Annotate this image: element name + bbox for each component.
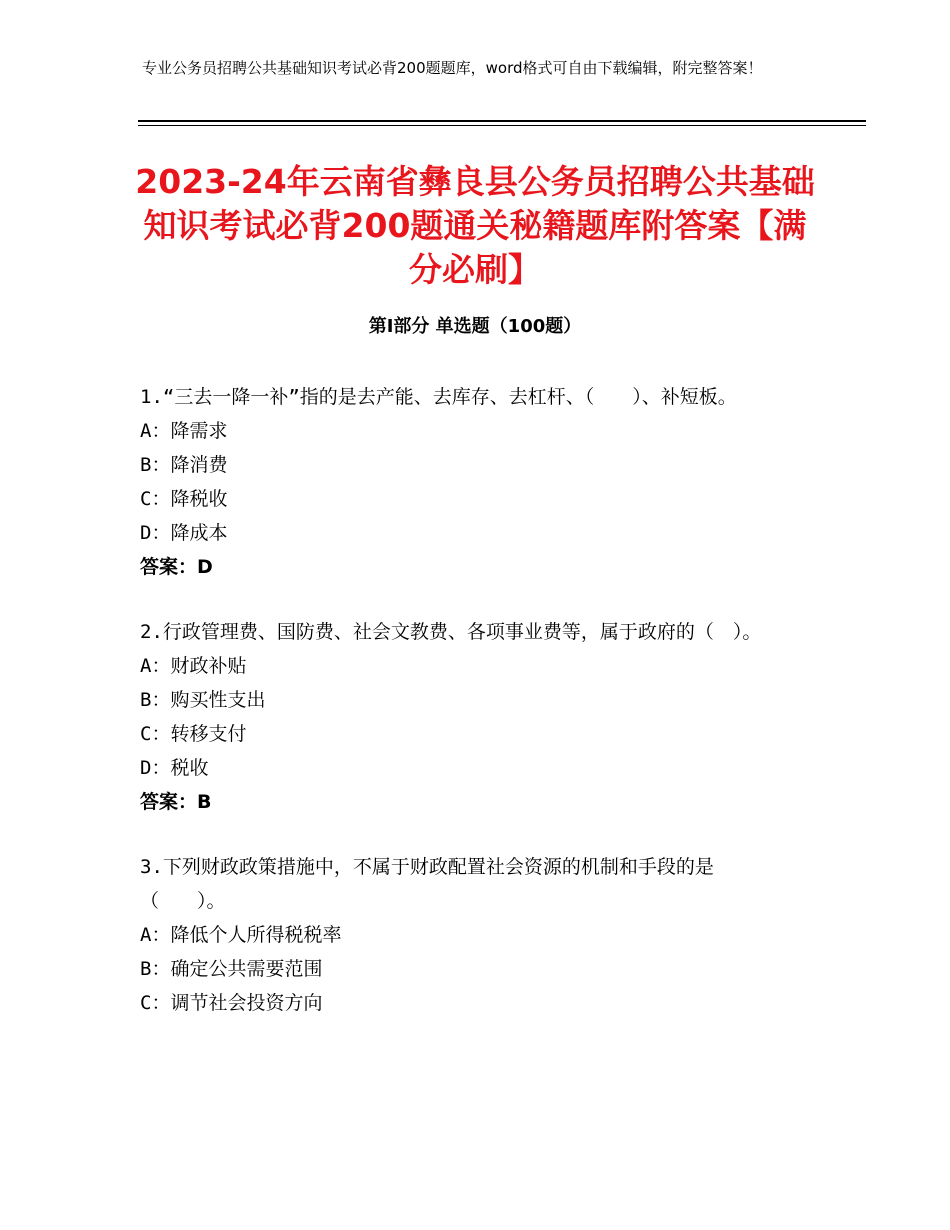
option-c: C：调节社会投资方向 [140, 992, 323, 1014]
section-title: 第Ⅰ部分 单选题（100题） [368, 316, 582, 337]
answer: 答案：D [140, 556, 213, 578]
question-stem: 1.“三去一降一补”指的是去产能、去库存、去杠杆、（ ）、补短板。 [140, 386, 737, 408]
header-rule-thick [138, 120, 866, 122]
option-d: D：降成本 [140, 522, 228, 544]
header-rule-thin [138, 125, 866, 126]
option-d: D：税收 [140, 757, 209, 779]
question-2 [140, 615, 796, 819]
option-c: C：转移支付 [140, 723, 247, 745]
option-b: B：确定公共需要范围 [140, 958, 323, 980]
option-c: C：降税收 [140, 488, 228, 510]
document-title: 2023-24年云南省彝良县公务员招聘公共基础知识考试必背200题通关秘籍题库附答案【满分必刷】 [135, 162, 815, 289]
option-a: A：财政补贴 [140, 655, 247, 677]
question-3 [140, 850, 796, 1020]
option-a: A：降低个人所得税税率 [140, 924, 342, 946]
option-b: B：降消费 [140, 454, 228, 476]
header-note: 专业公务员招聘公共基础知识考试必背200题题库，word格式可自由下载编辑，附完整答案！ [142, 59, 763, 77]
question-list [140, 380, 796, 1051]
answer: 答案：B [140, 791, 212, 813]
question-stem: 3.下列财政政策措施中，不属于财政配置社会资源的机制和手段的是（ ）。 [140, 856, 714, 912]
question-stem: 2.行政管理费、国防费、社会文教费、各项事业费等，属于政府的（ ）。 [140, 621, 762, 643]
option-b: B：购买性支出 [140, 689, 266, 711]
option-a: A：降需求 [140, 420, 228, 442]
question-1 [140, 380, 796, 584]
